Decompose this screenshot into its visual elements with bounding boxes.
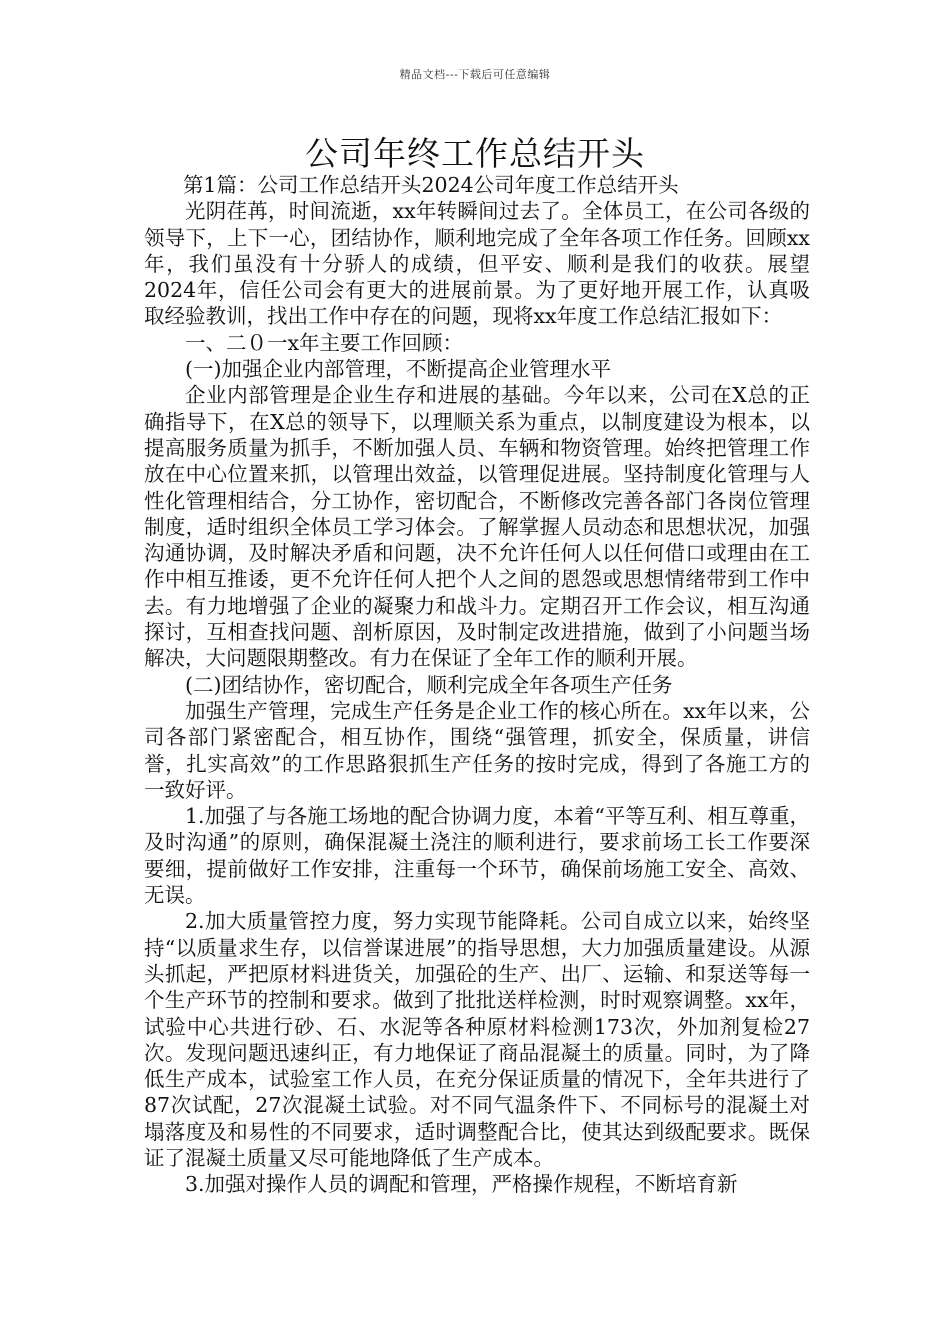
header-note: 精品文档---下载后可任意编辑 [399, 68, 551, 81]
list-item-coordination: 1.加强了与各施工场地的配合协调力度，本着“平等互利、相互尊重，及时沟通”的原则，确保混凝土浇注的顺利进行，要求前场工长工作要深要细，提前做好工作安排，注重每一个环节，确保前场施工安全、高效、无误。 [144, 804, 810, 908]
list-item-quality: 2.加大质量管控力度，努力实现节能降耗。公司自成立以来，始终坚持“以质量求生存，以信誉谋进展”的指导思想，大力加强质量建设。从源头抓起，严把原材料进货关，加强砼的生产、出厂、运输、和泵送等每一个生产环节的控制和要求。做到了批批送样检测，时时观察调整。xx年，试验中心共进行砂、石、水泥等各种原材料检测173次，外加剂复检27次。发现问题迅速纠正，有力地保证了商品混凝土的质量。同时，为了降低生产成本，试验室工作人员，在充分保证质量的情况下，全年共进行了87次试配，27次混凝土试验。对不同气温条件下、不同标号的混凝土对塌落度及和易性的不同要求，适时调整配合比，使其达到级配要求。既保证了混凝土质量又尽可能地降低了生产成本。 [144, 909, 810, 1170]
article-subtitle: 第1篇：公司工作总结开头2024公司年度工作总结开头 [182, 173, 679, 197]
paragraph-management: 企业内部管理是企业生存和进展的基础。今年以来，公司在X总的正确指导下，在X总的领导下，以理顺关系为重点，以制度建设为根本，以提高服务质量为抓手，不断加强人员、车辆和物资管理。始终把管理工作放在中心位置来抓，以管理出效益，以管理促进展。坚持制度化管理与人性化管理相结合，分工协作，密切配合，不断修改完善各部门各岗位管理制度，适时组织全体员工学习体会。了解掌握人员动态和思想状况，加强沟通协调，及时解决矛盾和问题，决不允许任何人以任何借口或理由在工作中相互推诿，更不允许任何人把个人之间的恩怨或思想情绪带到工作中去。有力地增强了企业的凝聚力和战斗力。定期召开工作会议，相互沟通探讨，互相查找问题、剖析原因，及时制定改进措施，做到了小问题当场解决，大问题限期整改。有力在保证了全年工作的顺利开展。 [144, 383, 810, 671]
list-item-operators: 3.加强对操作人员的调配和管理，严格操作规程，不断培育新 [185, 1172, 738, 1197]
document-title: 公司年终工作总结开头 [305, 134, 645, 173]
document-body [144, 172, 810, 1198]
paragraph-intro: 光阴荏苒，时间流逝，xx年转瞬间过去了。全体员工，在公司各级的领导下，上下一心，团结协作，顺利地完成了全年各项工作任务。回顾xx年，我们虽没有十分骄人的成绩，但平安、顺利是我们的收获。展望2024年，信任公司会有更大的进展前景。为了更好地开展工作，认真吸取经验教训，找出工作中存在的问题，现将xx年度工作总结汇报如下： [144, 199, 810, 329]
subsection-heading-management: (一)加强企业内部管理，不断提高企业管理水平 [185, 357, 611, 382]
paragraph-production: 加强生产管理，完成生产任务是企业工作的核心所在。xx年以来，公司各部门紧密配合，相互协作，围绕“强管理，抓安全，保质量，讲信誉，扎实高效”的工作思路狠抓生产任务的按时完成，得到了各施工方的一致好评。 [144, 698, 810, 802]
subsection-heading-production: (二)团结协作，密切配合，顺利完成全年各项生产任务 [185, 672, 673, 697]
section-heading-review: 一、二０一x年主要工作回顾： [185, 330, 464, 355]
